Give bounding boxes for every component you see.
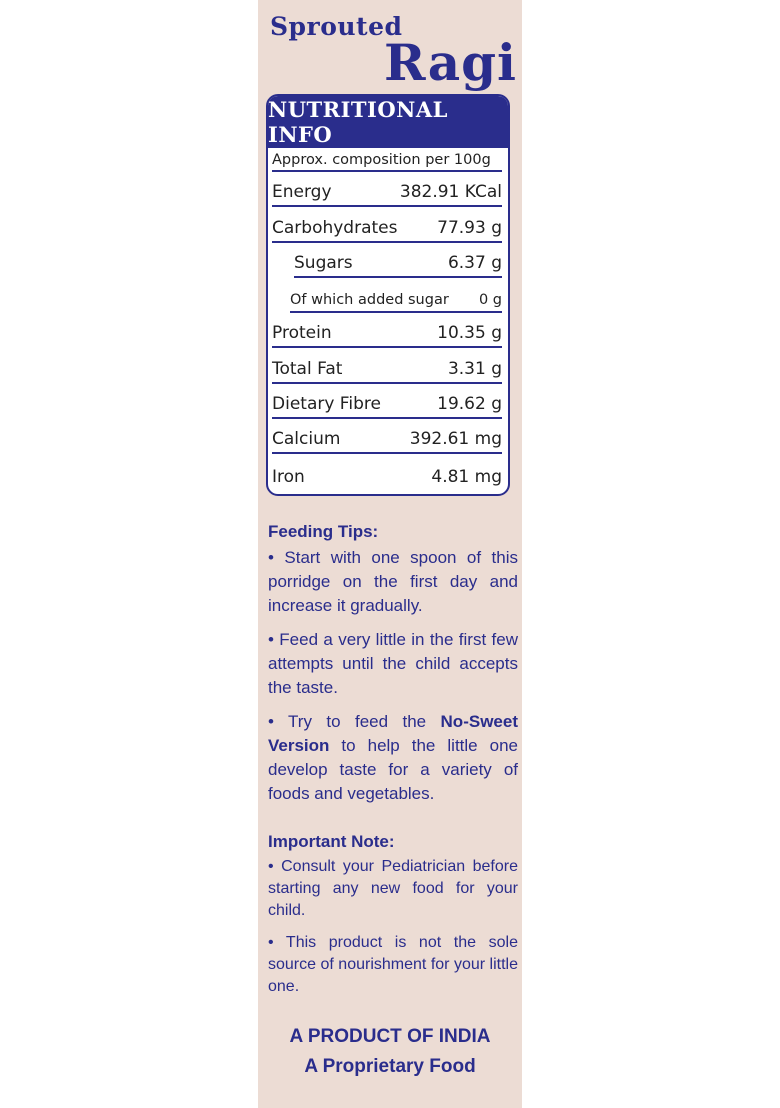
nutrient-label: Calcium: [272, 429, 341, 450]
nutrient-value: 10.35 g: [437, 323, 502, 344]
nutrient-row-added-sugar: [290, 278, 502, 313]
nutrient-label: Total Fat: [272, 358, 343, 379]
nutrient-value: 392.61 mg: [409, 429, 502, 450]
nutrition-table: [266, 94, 510, 496]
no-sweet-version-highlight: No-Sweet Version: [268, 712, 518, 755]
footer-origin: A PRODUCT OF INDIA: [289, 1026, 491, 1047]
nutrient-value: 6.37 g: [447, 252, 502, 273]
feeding-tip: [268, 710, 518, 806]
important-note: [268, 832, 518, 1008]
nutrient-row-protein: [272, 313, 502, 348]
nutrient-value: 382.91 KCal: [399, 182, 502, 203]
nutrient-label: Carbohydrates: [272, 217, 398, 238]
nutrient-row-carbohydrates: [272, 207, 502, 242]
nutrient-value: 4.81 mg: [431, 466, 502, 487]
feeding-tips-title: Feeding Tips:: [268, 522, 379, 541]
nutrient-value: 3.31 g: [447, 358, 502, 379]
nutrient-label: Of which added sugar: [290, 292, 449, 309]
nutrition-header: NUTRITIONAL INFO: [268, 96, 508, 148]
nutrient-label: Dietary Fibre: [272, 394, 381, 415]
footer-proprietary: A Proprietary Food: [304, 1056, 476, 1077]
brand-subtitle: Sprouted: [270, 12, 403, 41]
package-side-panel: [258, 0, 522, 1108]
nutrient-row-energy: [272, 172, 502, 207]
important-note-title: Important Note:: [268, 832, 395, 851]
nutrient-label: Iron: [272, 466, 305, 487]
note-item: • This product is not the sole source of nourishment for your little one.: [268, 934, 518, 995]
tip-text: to help the little one develop taste for a variety of foods and vegetables.: [268, 736, 518, 803]
nutrient-value: 77.93 g: [437, 217, 502, 238]
tip-text: • Try to feed the: [268, 712, 441, 731]
note-item: • Consult your Pediatrician before starting any new food for your child.: [268, 858, 518, 919]
brand-title: Ragi: [384, 33, 518, 92]
nutrient-row-calcium: [272, 419, 502, 454]
nutrient-label: Sugars: [294, 252, 353, 273]
composition-note: Approx. composition per 100g: [272, 152, 502, 172]
nutrient-label: Protein: [272, 323, 332, 344]
nutrient-row-iron: [272, 454, 502, 489]
nutrient-row-sugars: [294, 243, 502, 278]
nutrient-row-dietary-fibre: [272, 384, 502, 419]
nutrient-value: 19.62 g: [437, 394, 502, 415]
feeding-tip: • Feed a very little in the first few attempts until the child accepts the taste.: [268, 630, 518, 697]
nutrient-value: 0 g: [478, 292, 502, 309]
feeding-tips: [268, 522, 518, 816]
nutrient-label: Energy: [272, 182, 332, 203]
feeding-tip: • Start with one spoon of this porridge on the first day and increase it gradually.: [268, 548, 518, 615]
nutrient-row-total-fat: [272, 348, 502, 383]
